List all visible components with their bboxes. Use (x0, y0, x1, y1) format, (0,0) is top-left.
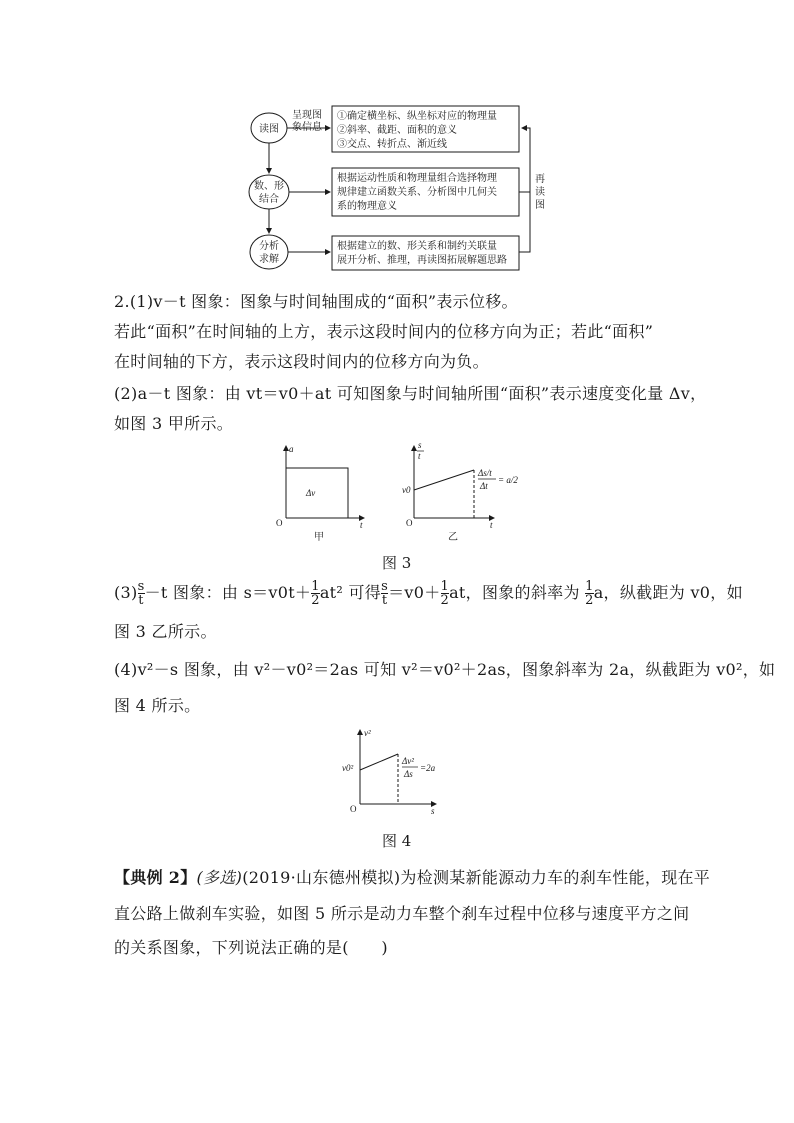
side-label-2: 象信息 (292, 122, 322, 133)
fig4-y-label: v² (364, 728, 371, 738)
fig4-intercept: v0² (342, 763, 354, 773)
box-read-line-1: ①确定横坐标、纵坐标对应的物理量 (337, 111, 497, 122)
node-combine-label-1: 数、形 (254, 181, 284, 192)
fig3b-slope-num: Δs/t (478, 468, 492, 478)
reread-label-3: 图 (535, 200, 545, 211)
figure-3 (272, 440, 532, 548)
fig3a-sub-caption: 甲 (314, 532, 324, 543)
node-solve-label-2: 求解 (259, 254, 279, 265)
node-solve-label-1: 分析 (259, 241, 279, 252)
para-example-2: 【典例 2】(多选)(2019·山东德州模拟)为检测某新能源动力车的刹车性能，现在平 (114, 868, 711, 887)
fig3b-y-num: s (418, 440, 422, 450)
figure-4 (338, 724, 468, 818)
figure-4-caption: 图 4 (382, 832, 412, 850)
para-v2s-graph: (4)v²－s 图象，由 v²－v0²＝2as 可知 v²＝v0²＋2as，图象斜率为 2a，纵截距为 v0²，如 (114, 660, 776, 679)
fig4-slope-den: Δs (404, 769, 413, 779)
fig3a-rect (286, 468, 348, 518)
reread-label-1: 再 (535, 174, 545, 185)
node-read-label: 读图 (259, 124, 279, 135)
fig4-origin: O (350, 804, 357, 814)
box-combine-line-2: 规律建立函数关系、分析图中几何关 (337, 187, 497, 198)
fig3b-intercept: v0 (402, 485, 411, 495)
box-solve-line-2: 展开分析、推理，再读图拓展解题思路 (337, 255, 507, 266)
reread-label-2: 读 (535, 187, 545, 198)
para-at-graph: (2)a－t 图象：由 vt＝v0＋at 可知图象与时间轴所围“面积”表示速度变化量 Δv， (114, 384, 707, 403)
multi-select-tag: (多选) (196, 868, 243, 887)
fig4-x-label: s (431, 806, 435, 816)
fig4-line (360, 754, 398, 770)
para-st-graph: (3) $\frac{s}{t}$ －t 图象：由 s＝v0t＋ $\frac{1}{2}$ at² 可得 $\frac{s}{t}$ ＝v0＋ $\frac{1}{2}$ at，图象的斜率为 $\frac{1}{2}$ a，纵截距为 v0，如 (114, 579, 743, 608)
box-read-line-2: ②斜率、截距、面积的意义 (337, 125, 457, 136)
fig3b-x-label: t (490, 520, 493, 530)
para-area-negative: 在时间轴的下方，表示这段时间内的位移方向为负。 (114, 352, 489, 371)
node-combine-label-2: 结合 (259, 194, 279, 205)
para-example-2-line2: 直公路上做刹车实验，如图 5 所示是动力车整个刹车过程中位移与速度平方之间 (114, 904, 690, 923)
para-vt-graph: 2.(1)v－t 图象：图象与时间轴围成的“面积”表示位移。 (114, 292, 518, 311)
fig4-slope-rhs: =2a (420, 763, 436, 773)
box-combine-line-1: 根据运动性质和物理量组合选择物理 (337, 173, 497, 184)
para-example-2-line3: 的关系图象，下列说法正确的是( ) (114, 938, 388, 957)
box-solve-line-1: 根据建立的数、形关系和制约关联量 (337, 241, 497, 252)
para-fig3b-ref: 图 3 乙所示。 (114, 622, 217, 641)
para-fig3-ref: 如图 3 甲所示。 (114, 414, 234, 433)
para-fig4-ref: 图 4 所示。 (114, 696, 201, 715)
figure-3-caption: 图 3 (382, 554, 412, 572)
box-read-line-3: ③交点、转折点、渐近线 (337, 139, 447, 150)
fig4-slope-num: Δv² (402, 756, 414, 766)
fig3a-x-label: t (360, 520, 363, 530)
example-tag: 【典例 2】 (114, 868, 197, 887)
para-area-positive: 若此“面积”在时间轴的上方，表示这段时间内的位移方向为正；若此“面积” (114, 322, 654, 341)
fig3b-slope-rhs: = a/2 (498, 475, 518, 485)
fig3a-origin: O (276, 518, 283, 528)
side-label-1: 呈现图 (292, 110, 322, 121)
fig3b-y-den: t (418, 451, 421, 461)
fig3b-origin: O (406, 518, 413, 528)
fig3b-line (414, 470, 474, 490)
fig3b-sub-caption: 乙 (448, 532, 458, 543)
reread-loop (519, 128, 530, 252)
box-combine-line-3: 系的物理意义 (337, 201, 397, 212)
fig3b-slope-den: Δt (480, 481, 488, 491)
fig3a-area-label: Δv (306, 488, 316, 498)
fig3a-y-label: a (289, 444, 294, 454)
method-flowchart (240, 100, 560, 280)
